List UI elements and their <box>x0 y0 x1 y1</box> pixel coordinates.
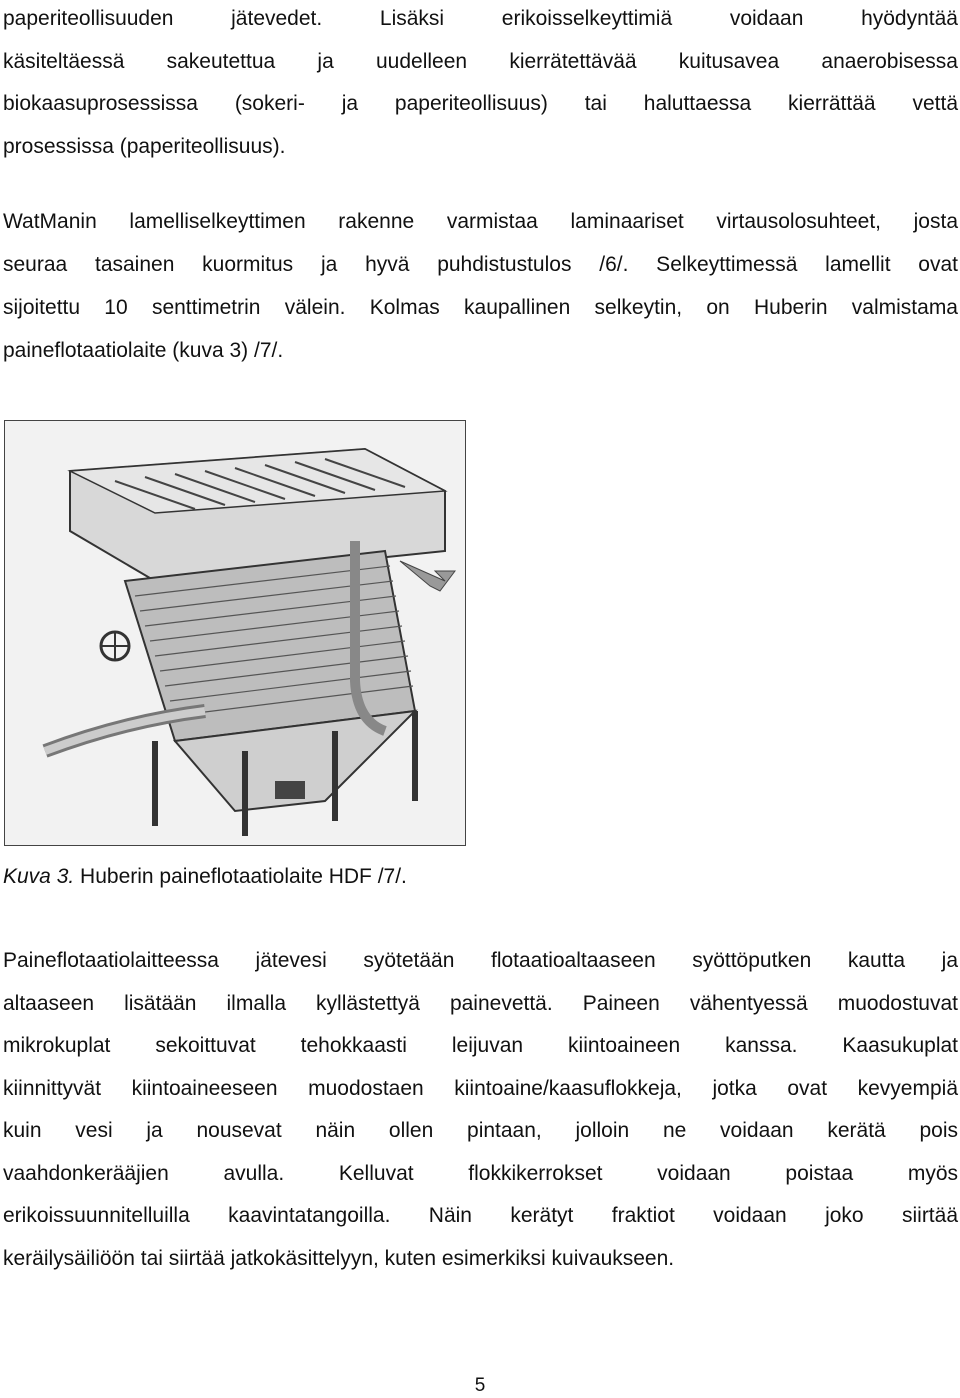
text-line: prosessissa (paperiteollisuus). <box>3 134 286 158</box>
text-line: paineflotaatiolaite (kuva 3) /7/. <box>3 339 284 362</box>
paragraph-watman <box>3 200 958 372</box>
caption-text: Huberin paineflotaatiolaite HDF /7/. <box>74 865 407 888</box>
text-line: vaahdonkerääjien avulla. Kelluvat flokkikerrokset voidaan poistaa myös <box>3 1161 958 1185</box>
text-line: mikrokuplat sekoittuvat tehokkaasti leijuvan kiintoaineen kanssa. Kaasukuplat <box>3 1034 958 1057</box>
caption-label: Kuva 3. <box>3 865 75 888</box>
flotation-unit-drawing <box>5 421 465 845</box>
text-line: biokaasuprosessissa (sokeri- ja paperiteollisuus) tai haluttaessa kierrättää vettä <box>3 92 958 115</box>
text-line: kuin vesi ja nousevat näin ollen pintaan, jolloin ne voidaan kerätä pois <box>3 1119 958 1142</box>
figure-caption <box>3 862 407 892</box>
text-line: WatManin lamelliselkeyttimen rakenne varmistaa laminaariset virtausolosuhteet, josta <box>3 210 958 233</box>
figure-flotation-unit <box>4 420 466 846</box>
text-line: Paineflotaatiolaitteessa jätevesi syötetään flotaatioaltaaseen syöttöputken kautta ja <box>3 949 958 972</box>
paragraph-intro <box>3 0 958 168</box>
text-line: altaaseen lisätään ilmalla kyllästettyä painevettä. Paineen vähentyessä muodostuvat <box>3 991 958 1015</box>
paragraph-flotation <box>3 940 958 1280</box>
text-line: paperiteollisuuden jätevedet. Lisäksi erikoisselkeyttimiä voidaan hyödyntää <box>3 7 958 30</box>
text-line: kiinnittyvät kiintoaineeseen muodostaen kiintoaine/kaasuflokkeja, jotka ovat kevyempiä <box>3 1076 958 1100</box>
text-line: sijoitettu 10 senttimetrin välein. Kolmas kaupallinen selkeytin, on Huberin valmistama <box>3 296 958 319</box>
text-line: käsiteltäessä sakeutettua ja uudelleen kierrätettävää kuitusavea anaerobisessa <box>3 49 958 73</box>
text-line: seuraa tasainen kuormitus ja hyvä puhdistustulos /6/. Selkeyttimessä lamellit ovat <box>3 253 958 276</box>
text-line: erikoissuunnitelluilla kaavintatangoilla. Näin kerätyt fraktiot voidaan joko siirtää <box>3 1204 958 1227</box>
text-line: keräilysäiliöön tai siirtää jatkokäsittelyyn, kuten esimerkiksi kuivaukseen. <box>3 1246 675 1270</box>
page-number: 5 <box>474 1375 486 1396</box>
